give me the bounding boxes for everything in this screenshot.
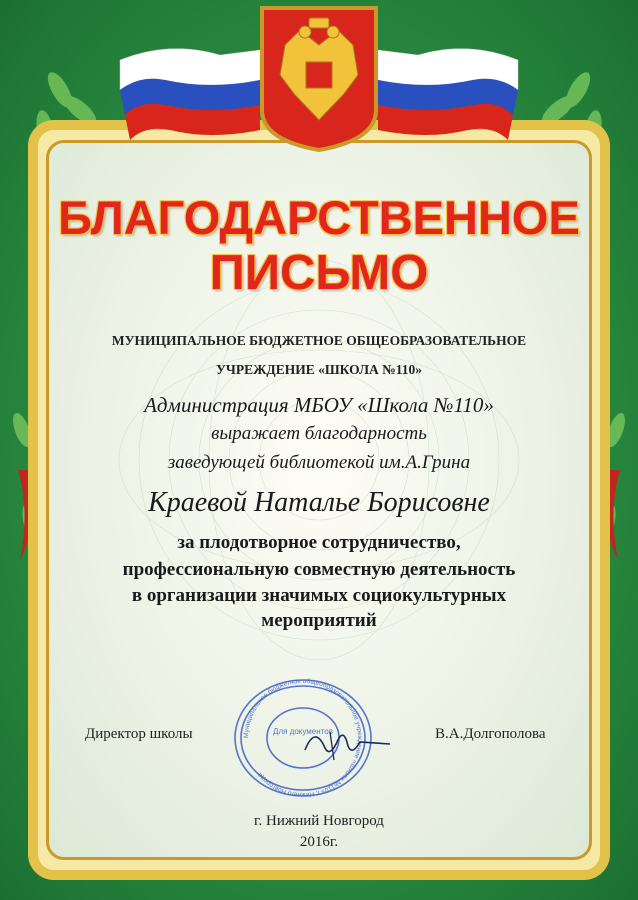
recipient-name: Краевой Наталье Борисовне — [148, 487, 490, 518]
flags-and-emblem — [0, 0, 638, 170]
title-line-1: БЛАГОДАРСТВЕННОЕ — [58, 191, 580, 244]
organization-line-1: МУНИЦИПАЛЬНОЕ БЮДЖЕТНОЕ ОБЩЕОБРАЗОВАТЕЛЬНОЕ — [111, 333, 527, 348]
stamp-ring-text: Муниципальное бюджетное общеобразовательное учреждение «Школа №110» г. Нижнего Новгорода — [242, 677, 364, 799]
body-line-3: заведующей библиотекой им.А.Грина — [167, 452, 471, 473]
reason-line-2: профессиональную совместную деятельность — [122, 559, 516, 580]
reason-line-4: мероприятий — [261, 610, 377, 631]
body-line-1: Администрация МБОУ «Школа №110» — [144, 393, 494, 417]
signatory-name: В.А.Долгополова — [435, 726, 546, 742]
reason-line-1: за плодотворное сотрудничество, — [177, 532, 461, 553]
signatory-title: Директор школы — [85, 726, 193, 742]
reason-line-3: в организации значимых социокультурных — [131, 585, 507, 606]
stamp-center-text: Для документов — [273, 727, 333, 736]
city: г. Нижний Новгород — [254, 813, 384, 829]
body-line-2: выражает благодарность — [211, 423, 427, 444]
year: 2016г. — [299, 834, 339, 850]
title-line-2: ПИСЬМО — [209, 246, 429, 300]
organization-line-2: УЧРЕЖДЕНИЕ «ШКОЛА №110» — [216, 362, 422, 377]
signature — [300, 720, 395, 765]
